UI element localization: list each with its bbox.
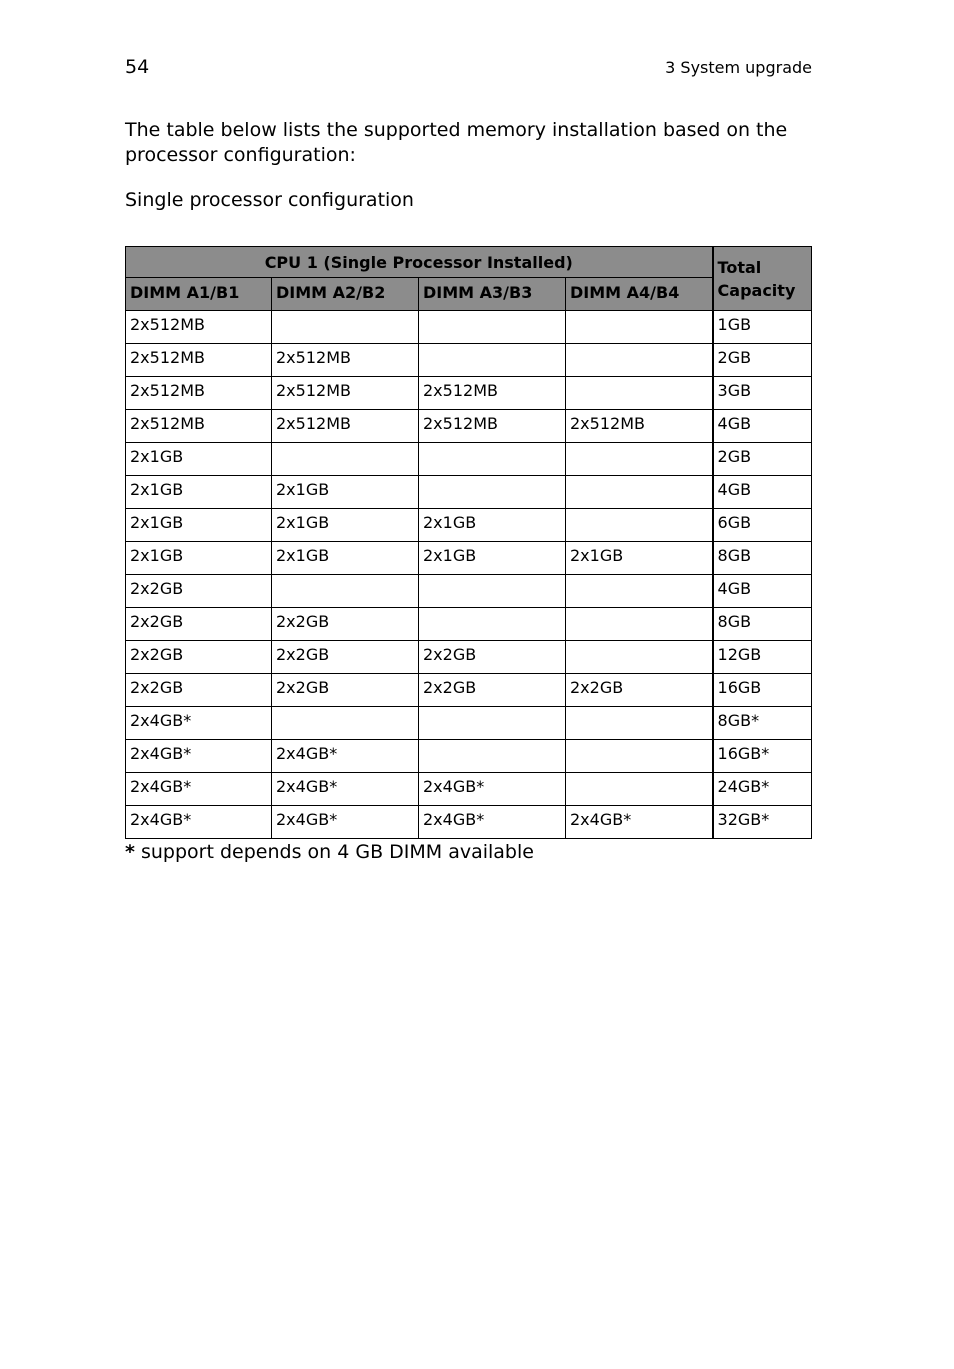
dimm-cell: 2x512MB <box>126 377 272 410</box>
dimm-cell: 2x512MB <box>126 344 272 377</box>
total-capacity-cell: 12GB <box>713 641 812 674</box>
dimm-cell: 2x2GB <box>126 575 272 608</box>
dimm-cell: 2x4GB* <box>126 773 272 806</box>
table-row <box>126 740 812 773</box>
dimm-cell: 2x512MB <box>566 410 713 443</box>
dimm-cell <box>566 740 713 773</box>
total-capacity-cell: 4GB <box>713 410 812 443</box>
table-row <box>126 509 812 542</box>
table-row <box>126 674 812 707</box>
dimm-cell <box>419 740 566 773</box>
table-header-row-columns <box>126 278 812 311</box>
table-body <box>126 311 812 839</box>
total-capacity-cell: 16GB <box>713 674 812 707</box>
dimm-cell: 2x4GB* <box>126 740 272 773</box>
dimm-cell: 2x2GB <box>126 674 272 707</box>
dimm-cell: 2x4GB* <box>566 806 713 839</box>
table-row <box>126 575 812 608</box>
table-row <box>126 641 812 674</box>
memory-configuration-table <box>125 246 812 839</box>
dimm-cell: 2x1GB <box>272 509 419 542</box>
dimm-cell <box>566 641 713 674</box>
dimm-cell <box>419 476 566 509</box>
total-capacity-cell: 24GB* <box>713 773 812 806</box>
table-row <box>126 377 812 410</box>
dimm-cell <box>566 311 713 344</box>
total-capacity-cell: 3GB <box>713 377 812 410</box>
dimm-cell: 2x4GB* <box>126 806 272 839</box>
table-header-row-group <box>126 247 812 278</box>
dimm-cell <box>566 443 713 476</box>
total-capacity-cell: 16GB* <box>713 740 812 773</box>
table-row <box>126 311 812 344</box>
total-capacity-cell: 4GB <box>713 476 812 509</box>
table-header <box>126 247 812 311</box>
dimm-cell: 2x2GB <box>566 674 713 707</box>
dimm-cell: 2x512MB <box>272 410 419 443</box>
dimm-cell <box>419 608 566 641</box>
intro-paragraph: The table below lists the supported memory installation based on the processor configuration: <box>125 119 788 166</box>
dimm-cell <box>566 575 713 608</box>
total-capacity-header: Total Capacity <box>713 247 812 311</box>
total-capacity-cell: 4GB <box>713 575 812 608</box>
table-row <box>126 344 812 377</box>
column-header-dimm-a2-b2: DIMM A2/B2 <box>272 278 419 311</box>
dimm-cell <box>566 377 713 410</box>
dimm-cell: 2x1GB <box>419 542 566 575</box>
dimm-cell: 2x512MB <box>272 377 419 410</box>
dimm-cell: 2x4GB* <box>272 740 419 773</box>
dimm-cell <box>272 443 419 476</box>
dimm-cell <box>566 509 713 542</box>
dimm-cell: 2x4GB* <box>126 707 272 740</box>
total-capacity-cell: 8GB <box>713 542 812 575</box>
dimm-cell <box>419 707 566 740</box>
table-row <box>126 443 812 476</box>
column-header-dimm-a3-b3: DIMM A3/B3 <box>419 278 566 311</box>
chapter-title: 3 System upgrade <box>665 58 812 77</box>
footnote-text: support depends on 4 GB DIMM available <box>134 841 534 863</box>
dimm-cell <box>566 344 713 377</box>
total-capacity-cell: 6GB <box>713 509 812 542</box>
dimm-cell <box>419 443 566 476</box>
dimm-cell: 2x2GB <box>272 608 419 641</box>
total-capacity-cell: 32GB* <box>713 806 812 839</box>
dimm-cell: 2x4GB* <box>272 806 419 839</box>
table-row <box>126 707 812 740</box>
dimm-cell: 2x2GB <box>272 641 419 674</box>
cpu-group-header: CPU 1 (Single Processor Installed) <box>126 247 713 278</box>
dimm-cell: 2x1GB <box>126 443 272 476</box>
dimm-cell: 2x1GB <box>126 476 272 509</box>
dimm-cell: 2x2GB <box>419 674 566 707</box>
dimm-cell: 2x2GB <box>419 641 566 674</box>
dimm-cell: 2x4GB* <box>272 773 419 806</box>
table-row <box>126 608 812 641</box>
dimm-cell <box>272 707 419 740</box>
dimm-cell <box>272 575 419 608</box>
dimm-cell: 2x1GB <box>272 476 419 509</box>
section-title: Single processor configuration <box>125 189 414 211</box>
dimm-cell: 2x1GB <box>566 542 713 575</box>
dimm-cell <box>419 311 566 344</box>
table-row <box>126 542 812 575</box>
total-capacity-cell: 2GB <box>713 443 812 476</box>
footnote <box>125 841 534 863</box>
total-capacity-cell: 2GB <box>713 344 812 377</box>
dimm-cell <box>419 575 566 608</box>
table-row <box>126 476 812 509</box>
dimm-cell: 2x1GB <box>126 542 272 575</box>
column-header-dimm-a1-b1: DIMM A1/B1 <box>126 278 272 311</box>
dimm-cell: 2x2GB <box>126 608 272 641</box>
table-row <box>126 410 812 443</box>
dimm-cell: 2x1GB <box>272 542 419 575</box>
dimm-cell: 2x512MB <box>419 410 566 443</box>
dimm-cell: 2x1GB <box>126 509 272 542</box>
footnote-marker: * <box>125 841 135 863</box>
dimm-cell <box>566 707 713 740</box>
column-header-dimm-a4-b4: DIMM A4/B4 <box>566 278 713 311</box>
dimm-cell: 2x2GB <box>272 674 419 707</box>
dimm-cell: 2x1GB <box>419 509 566 542</box>
dimm-cell: 2x4GB* <box>419 773 566 806</box>
dimm-cell <box>272 311 419 344</box>
dimm-cell <box>566 773 713 806</box>
dimm-cell <box>566 608 713 641</box>
dimm-cell: 2x2GB <box>126 641 272 674</box>
dimm-cell: 2x4GB* <box>419 806 566 839</box>
dimm-cell: 2x512MB <box>126 311 272 344</box>
dimm-cell <box>419 344 566 377</box>
total-capacity-cell: 8GB* <box>713 707 812 740</box>
dimm-cell: 2x512MB <box>126 410 272 443</box>
dimm-cell <box>566 476 713 509</box>
total-capacity-cell: 8GB <box>713 608 812 641</box>
dimm-cell: 2x512MB <box>272 344 419 377</box>
table-row <box>126 773 812 806</box>
dimm-cell: 2x512MB <box>419 377 566 410</box>
table-row <box>126 806 812 839</box>
total-capacity-cell: 1GB <box>713 311 812 344</box>
page-number: 54 <box>125 56 150 78</box>
